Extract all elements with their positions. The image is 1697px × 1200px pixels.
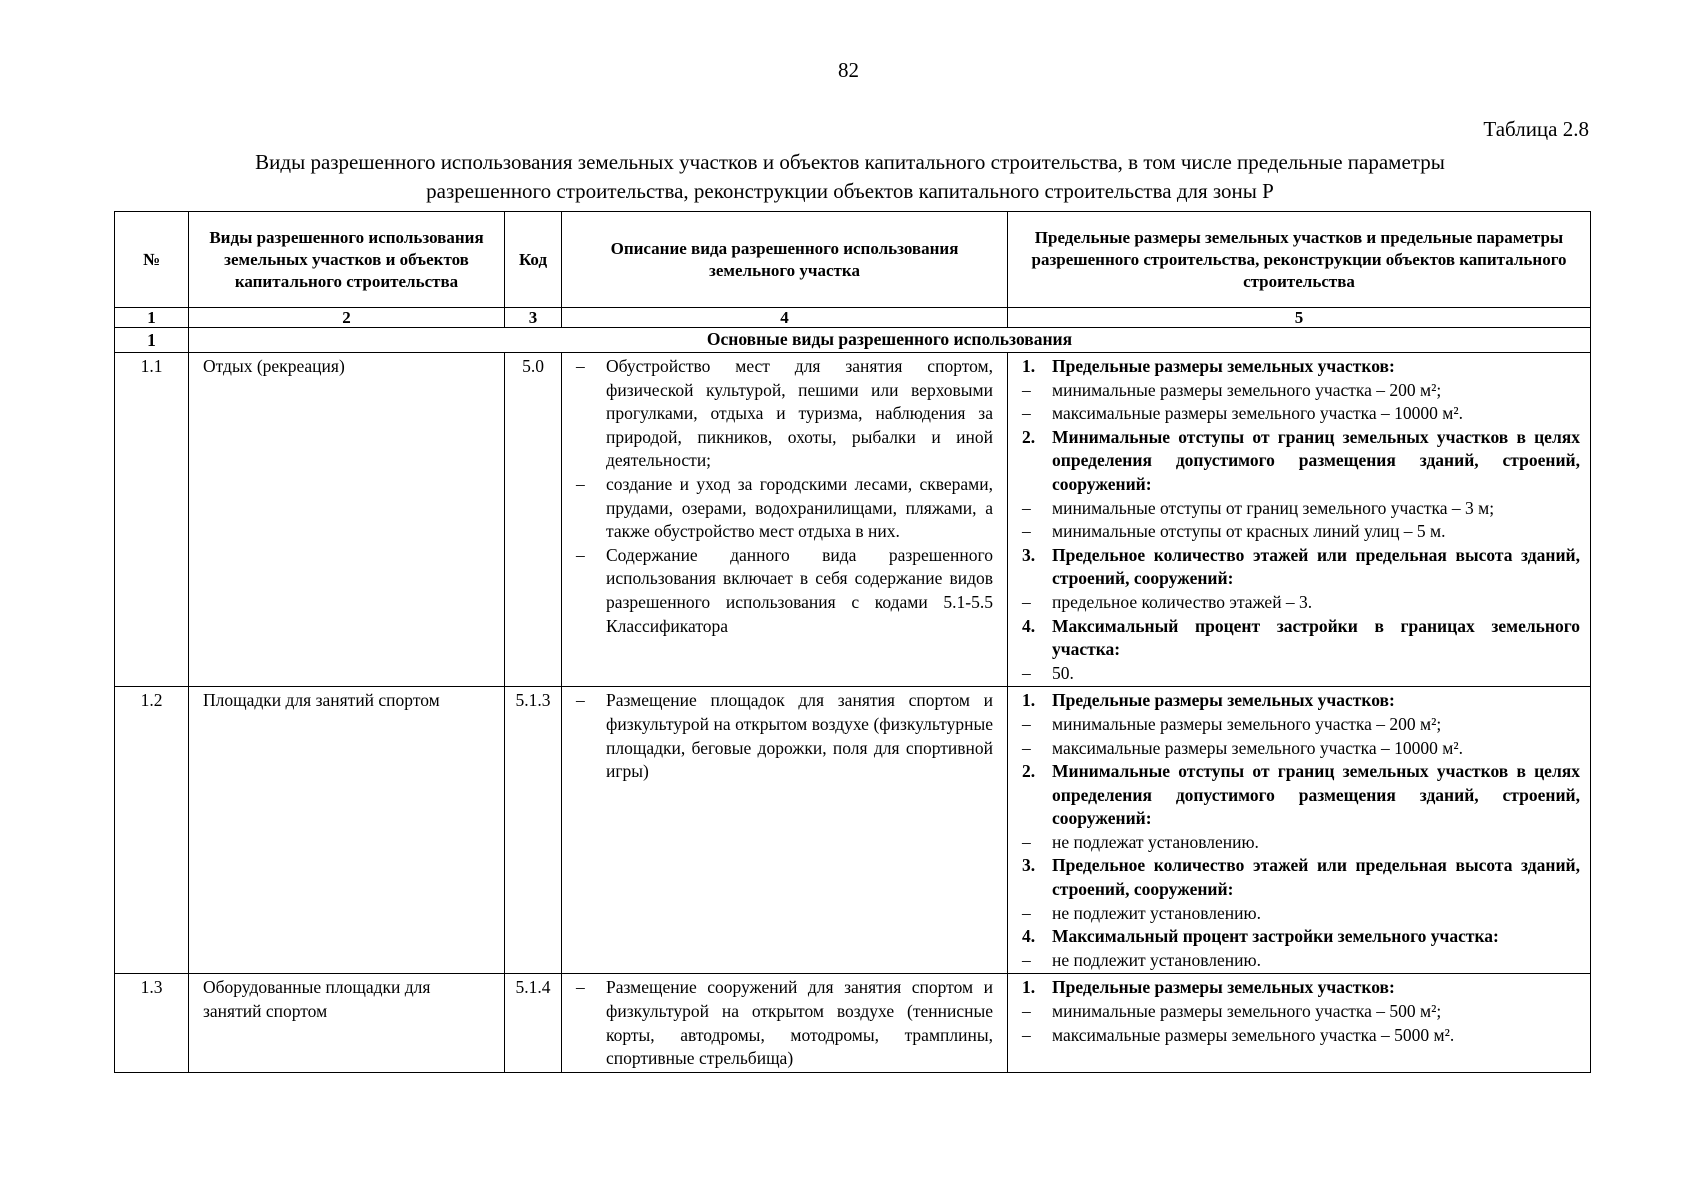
description-item: – Обустройство мест для занятия спортом, физической культурой, пешими или верховыми прогулками, отдыха и туризма, наблюдения за природой, пикников, охоты, рыбалки и иной деятельности; [576,355,993,473]
limit-item: – минимальные отступы от красных линий улиц – 5 м. [1022,520,1580,544]
limit-item: – максимальные размеры земельного участка – 5000 м². [1022,1024,1580,1048]
limit-number: 1. [1022,356,1036,376]
limit-number: 2. [1022,426,1036,447]
limit-heading [1022,615,1580,662]
limit-number: 4. [1022,926,1036,947]
limit-number: 1. [1022,690,1036,711]
column-number: 4 [562,308,1008,328]
column-number: 1 [115,308,189,328]
limit-heading-text: Предельные размеры земельных участков: [1052,690,1395,711]
description-item: – Размещение сооружений для занятия спортом и физкультурой на открытом воздухе (теннисные корты, автодромы, мотодромы, трамплины, спортивные стрельбища) [576,976,993,1070]
limit-heading-text: Минимальные отступы от границ земельных участков в целях определения допустимого размещения зданий, строений, сооружений: [1052,426,1580,494]
limit-item: – максимальные размеры земельного участка – 10000 м². [1022,737,1580,761]
limit-item: – предельное количество этажей – 3. [1022,591,1580,615]
page-number: 82 [838,58,859,82]
use-limits [1008,974,1591,1072]
use-description [562,974,1008,1072]
section-row [115,328,1591,353]
use-code: 5.1.3 [505,687,562,974]
limit-number: 2. [1022,761,1036,782]
use-code: 5.1.4 [505,974,562,1072]
use-code: 5.0 [505,353,562,687]
limit-heading [1022,925,1580,949]
use-description [562,687,1008,974]
table-caption: Таблица 2.8 [1483,117,1589,141]
limit-item: – не подлежат установлению. [1022,831,1580,855]
limit-number: 4. [1022,615,1036,636]
limit-heading [1022,426,1580,497]
limit-number: 3. [1022,544,1036,565]
limit-heading-text: Максимальный процент застройки в границах земельного участка: [1052,615,1580,660]
description-item: – создание и уход за городскими лесами, скверами, прудами, озерами, водохранилищами, пляжами, а также обустройство мест отдыха в них. [576,473,993,544]
header-kind: Виды разрешенного использования земельных участков и объектов капитального строительства [189,212,505,308]
section-title: Основные виды разрешенного использования [189,328,1591,353]
limit-heading [1022,976,1580,1000]
limit-heading [1022,544,1580,591]
description-list [576,976,993,1070]
limit-number: 1. [1022,977,1036,998]
use-limits [1008,687,1591,974]
header-limits: Предельные размеры земельных участков и предельные параметры разрешенного строительства, реконструкции объектов капитального строительства [1008,212,1591,308]
limit-item: – минимальные размеры земельного участка – 500 м²; [1022,1000,1580,1024]
limit-item: – 50. [1022,662,1580,686]
use-kind: Отдых (рекреация) [189,353,505,687]
limit-heading [1022,854,1580,901]
use-description [562,353,1008,687]
permitted-use-table [114,211,1591,1073]
title-line-1: Виды разрешенного использования земельных участков и объектов капитального строительства, в том числе предельные параметры [255,150,1445,174]
document-title [150,148,1550,206]
column-number: 3 [505,308,562,328]
column-number: 2 [189,308,505,328]
row-number: 1.3 [115,974,189,1072]
header-num: № [115,212,189,308]
limit-heading [1022,760,1580,831]
limit-heading [1022,355,1580,379]
limit-heading-text: Минимальные отступы от границ земельных участков в целях определения допустимого размещения зданий, строений, сооружений: [1052,761,1580,829]
column-numbers-row [115,308,1591,328]
limit-heading-text: Предельное количество этажей или предельная высота зданий, строений, сооружений: [1052,855,1580,900]
header-description: Описание вида разрешенного использования земельного участка [562,212,1008,308]
row-number: 1.2 [115,687,189,974]
use-limits [1008,353,1591,687]
description-list [576,689,993,783]
limit-item: – минимальные отступы от границ земельного участка – 3 м; [1022,497,1580,521]
description-item: – Размещение площадок для занятия спортом и физкультурой на открытом воздухе (физкультурные площадки, беговые дорожки, поля для спортивной игры) [576,689,993,783]
table-row [115,687,1591,974]
section-number: 1 [115,328,189,353]
use-kind: Оборудованные площадки для занятий спортом [189,974,505,1072]
table-row [115,974,1591,1072]
limit-item: – минимальные размеры земельного участка – 200 м²; [1022,713,1580,737]
limit-heading [1022,689,1580,713]
limit-heading-text: Максимальный процент застройки земельного участка: [1052,926,1499,947]
row-number: 1.1 [115,353,189,687]
use-kind: Площадки для занятий спортом [189,687,505,974]
header-row [115,212,1591,308]
limit-item: – не подлежит установлению. [1022,902,1580,926]
description-list [576,355,993,638]
limit-item: – не подлежит установлению. [1022,949,1580,973]
limit-heading-text: Предельные размеры земельных участков: [1052,977,1395,998]
limit-number: 3. [1022,855,1036,876]
table-row [115,353,1591,687]
description-item: – Содержание данного вида разрешенного использования включает в себя содержание видов разрешенного использования с кодами 5.1-5.5 Классификатора [576,544,993,638]
title-line-2: разрешенного строительства, реконструкции объектов капитального строительства для зоны Р [426,179,1274,203]
limit-heading-text: Предельные размеры земельных участков: [1052,356,1395,376]
header-code: Код [505,212,562,308]
limit-item: – минимальные размеры земельного участка – 200 м²; [1022,379,1580,403]
limit-heading-text: Предельное количество этажей или предельная высота зданий, строений, сооружений: [1052,544,1580,589]
limit-item: – максимальные размеры земельного участка – 10000 м². [1022,402,1580,426]
column-number: 5 [1008,308,1591,328]
